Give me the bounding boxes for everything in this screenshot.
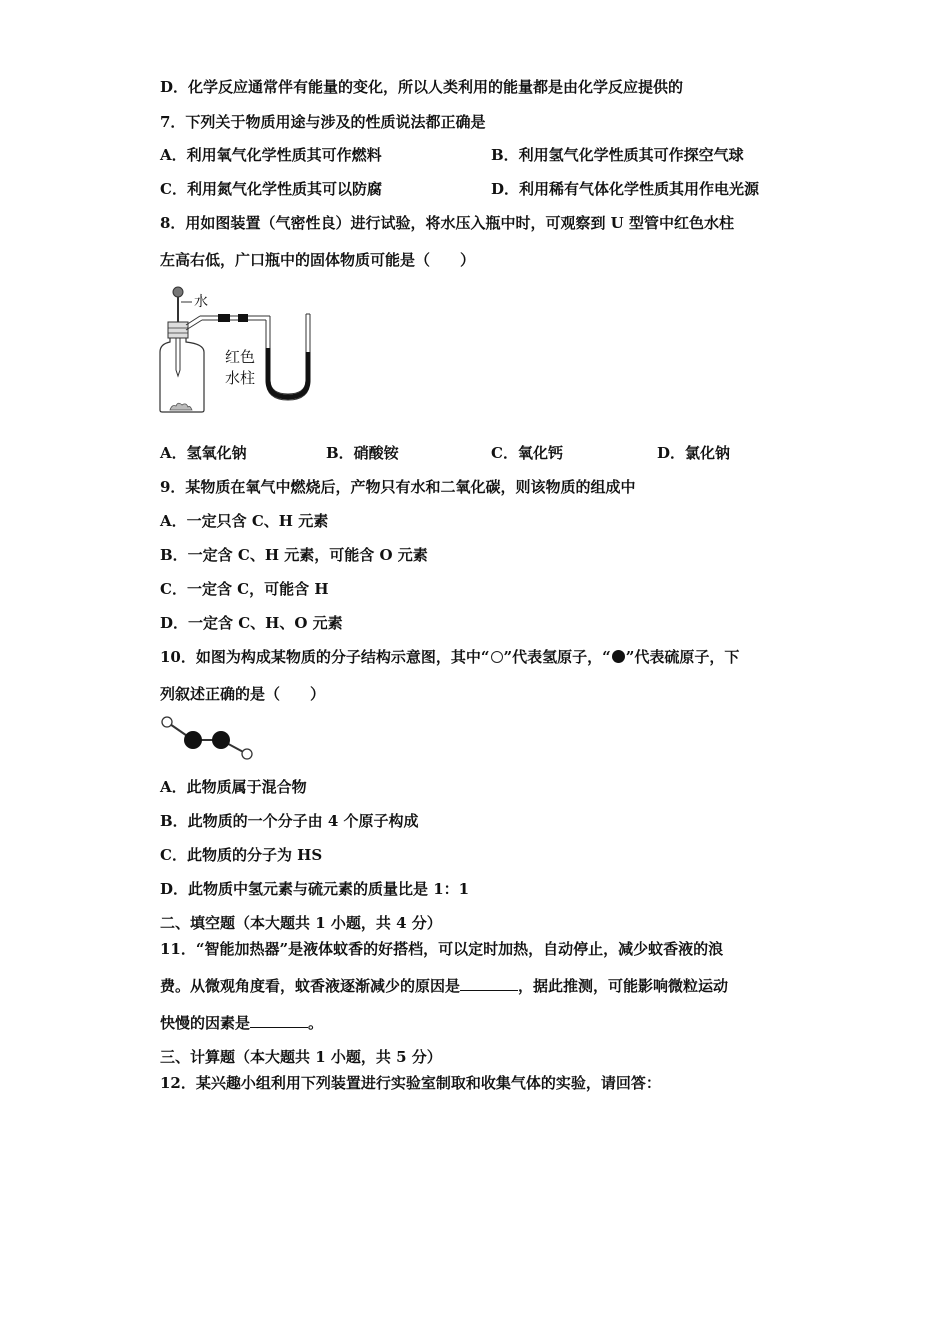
q9-option-c: C．一定含 C，可能含 H: [160, 580, 329, 598]
hydrogen-atom-icon: [491, 651, 503, 663]
u-tube: [266, 314, 310, 400]
q10-molecule-figure: [155, 712, 265, 768]
q10-stem-line1: 10．如图为构成某物质的分子结构示意图，其中“ ”代表氢原子，“ ”代表硫原子，下: [160, 648, 740, 666]
label-water: 水: [194, 294, 208, 310]
q8-option-b: B．硝酸铵: [326, 444, 399, 462]
q7-stem: 7．下列关于物质用途与涉及的性质说法都正确是: [160, 113, 486, 131]
q8-apparatus-figure: [150, 280, 340, 420]
q8-option-c: C．氧化钙: [491, 444, 563, 462]
sulfur-atom-icon: [612, 650, 625, 663]
q7-option-a: A．利用氧气化学性质其可作燃料: [160, 146, 382, 164]
q10-option-d: D．此物质中氢元素与硫元素的质量比是 1：1: [160, 880, 470, 898]
q10-option-c: C．此物质的分子为 HS: [160, 846, 323, 864]
q10-stem-line2: 列叙述正确的是（ ）: [160, 685, 326, 703]
answer-blank-2[interactable]: [250, 1013, 308, 1028]
q8-option-d: D．氯化钠: [657, 444, 731, 462]
q9-option-a: A．一定只含 C、H 元素: [160, 512, 329, 530]
q6-option-d: D．化学反应通常伴有能量的变化，所以人类利用的能量都是由化学反应提供的: [160, 78, 684, 96]
q11-line1: 11．“智能加热器”是液体蚊香的好搭档，可以定时加热，自动停止，减少蚊香液的浪: [160, 940, 724, 958]
hydrogen-atom: [242, 749, 252, 759]
q11-line2: 费。从微观角度看，蚊香液逐渐减少的原因是 ，据此推测，可能影响微粒运动: [160, 977, 729, 995]
q11-line3: 快慢的因素是 。: [160, 1014, 324, 1032]
q10-option-b: B．此物质的一个分子由 4 个原子构成: [160, 812, 419, 830]
q7-option-b: B．利用氢气化学性质其可作探空气球: [491, 146, 744, 164]
q8-stem-line1: 8．用如图装置（气密性良）进行试验，将水压入瓶中时，可观察到 U 型管中红色水柱: [160, 214, 734, 232]
dropper-bulb: [173, 287, 183, 297]
q8-stem-line2: 左高右低，广口瓶中的固体物质可能是（ ）: [160, 251, 476, 269]
rubber-tube-joint: [218, 314, 230, 322]
q7-option-c: C．利用氮气化学性质其可以防腐: [160, 180, 382, 198]
answer-blank-1[interactable]: [460, 976, 518, 991]
q7-option-d: D．利用稀有气体化学性质其用作电光源: [491, 180, 760, 198]
label-red-1: 红色: [225, 348, 256, 366]
q9-option-d: D．一定含 C、H、O 元素: [160, 614, 343, 632]
sulfur-atom: [184, 731, 202, 749]
q8-option-a: A．氢氧化钠: [160, 444, 247, 462]
q12-stem: 12．某兴趣小组利用下列装置进行实验室制取和收集气体的实验，请回答：: [160, 1074, 661, 1092]
bottle-stopper: [168, 322, 188, 338]
q9-option-b: B．一定含 C、H 元素，可能含 O 元素: [160, 546, 428, 564]
section2-title: 二、填空题（本大题共 1 小题，共 4 分）: [160, 914, 442, 932]
section3-title: 三、计算题（本大题共 1 小题，共 5 分）: [160, 1048, 442, 1066]
q10-option-a: A．此物质属于混合物: [160, 778, 307, 796]
q9-stem: 9．某物质在氧气中燃烧后，产物只有水和二氧化碳，则该物质的组成中: [160, 478, 636, 496]
label-red-2: 水柱: [225, 369, 256, 387]
wide-mouth-bottle: [160, 338, 204, 412]
solid-substance: [170, 403, 192, 410]
sulfur-atom: [212, 731, 230, 749]
hydrogen-atom: [162, 717, 172, 727]
